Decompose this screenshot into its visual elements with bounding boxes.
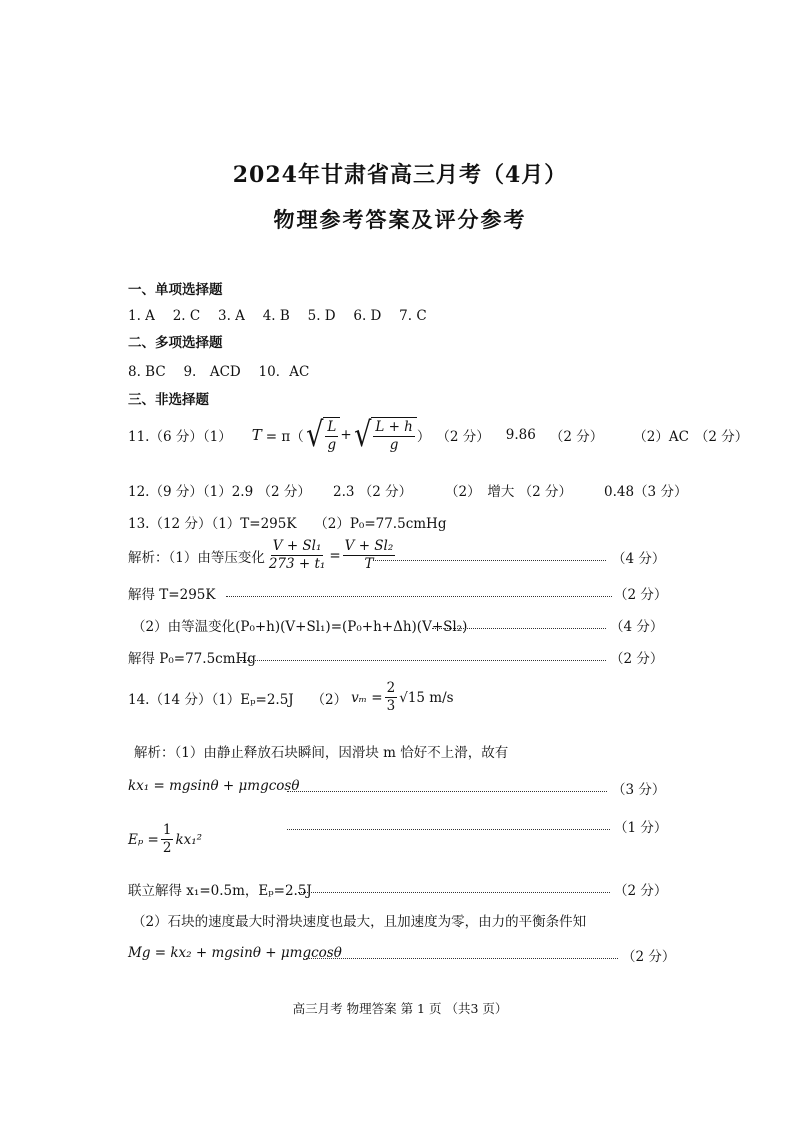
q12-part-a: 12.（9 分）（1）2.9 （2 分） <box>128 484 311 500</box>
q11-close: ） <box>416 429 431 445</box>
leader-dots <box>373 560 606 561</box>
leader-dots <box>287 791 607 792</box>
q13-num-1: V + Sl₁ <box>272 538 322 554</box>
q14-head: 14.（14 分）（1）Eₚ=2.5J （2） <box>128 691 348 708</box>
section-heading-1: 一、单项选择题 <box>128 282 223 298</box>
answers-1-7: 1. A 2. C 3. A 4. B 5. D 6. D 7. C <box>128 308 427 324</box>
q13-head: 13.（12 分）（1）T=295K （2）P₀=77.5cmHg <box>128 516 447 532</box>
q11-part2: （2）AC <box>633 429 689 445</box>
q11-T: T <box>251 426 262 444</box>
page-subtitle: 物理参考答案及评分参考 <box>273 207 527 232</box>
q14-pts-1: （3 分） <box>612 782 666 798</box>
q11-Lh: L + h <box>375 419 413 435</box>
answers-8-10: 8. BC 9. ACD 10．AC <box>128 364 310 380</box>
q13-line-2: 解得 T=295K <box>128 587 216 603</box>
q11-head: 11.（6 分）（1） <box>128 429 232 445</box>
q14-line-4: 联立解得 x₁=0.5m，Eₚ=2.5J <box>128 883 312 899</box>
q13-den-1: 273 + t₁ <box>268 556 326 572</box>
q14-pts-4: （2 分） <box>622 949 676 965</box>
leader-dots <box>306 958 618 959</box>
q13-pts-3: （4 分） <box>610 619 664 635</box>
q12-part-b: 2.3 （2 分） <box>333 484 413 500</box>
q11-g2: g <box>389 437 399 453</box>
q14-den: 3 <box>386 698 396 714</box>
leader-dots <box>226 596 612 597</box>
q13-line-4: 解得 P₀=77.5cmHg <box>128 651 256 667</box>
section-heading-2: 二、多项选择题 <box>128 335 223 351</box>
leader-dots <box>240 660 606 661</box>
q13-den-2: T <box>364 556 374 572</box>
q11-pts-2: （2 分） <box>549 429 604 445</box>
q14-kx: kx₁² <box>175 831 203 848</box>
q14-num: 2 <box>386 680 396 696</box>
q14-line-2: kx₁ = mgsinθ + μmgcosθ <box>128 778 300 794</box>
q14-pts-2: （1 分） <box>614 820 668 836</box>
q14-ep-formula <box>128 822 202 857</box>
q13-num-2: V + Sl₂ <box>344 538 394 554</box>
q12-part-c: （2） 增大 （2 分） <box>445 484 573 500</box>
q11-sqrt-2: √ $\frac{L + h}{g}$ <box>352 413 417 457</box>
q14-ep: Eₚ = <box>128 831 159 848</box>
q12-part-d: 0.48（3 分） <box>604 484 688 500</box>
q13-pts-1: （4 分） <box>612 551 666 567</box>
q14-line-1: 解析：（1）由静止释放石块瞬间，因滑块 m 恰好不上滑，故有 <box>134 745 509 761</box>
q14-half-den: 2 <box>162 840 172 856</box>
leader-dots <box>432 628 606 629</box>
q11-L: L <box>327 419 337 435</box>
leader-dots <box>298 892 610 893</box>
q11-pts-1: （2 分） <box>436 429 490 445</box>
q14-pts-3: （2 分） <box>614 883 668 899</box>
q13-pts-4: （2 分） <box>610 651 664 667</box>
q14-line-6: Mg = kx₂ + mgsinθ + μmgcosθ <box>128 945 342 961</box>
q14-half-num: 1 <box>162 822 172 838</box>
q14-head-line <box>128 680 454 715</box>
page-footer: 高三月考 物理答案 第 1 页 （共3 页） <box>292 1001 508 1016</box>
q14-vm: vₘ = <box>351 689 383 706</box>
page-title: 2024年甘肃省高三月考（4月） <box>232 162 568 188</box>
q13-pts-2: （2 分） <box>614 587 668 603</box>
q13-line-1 <box>128 538 397 573</box>
q13-eq: = <box>329 547 341 564</box>
q13-line-1-text: 解析：（1）由等压变化 <box>128 549 265 566</box>
q14-line-5: （2）石块的速度最大时滑块速度也最大，且加速度为零，由力的平衡条件知 <box>132 914 587 930</box>
q11-sqrt-1: √ $\frac{L}{g}$ <box>304 413 341 457</box>
leader-dots <box>287 829 610 830</box>
section-heading-3: 三、非选择题 <box>128 392 209 408</box>
q14-root: √15 m/s <box>399 689 454 706</box>
q11-value: 9.86 <box>505 427 536 443</box>
q11-eq: = π（ <box>265 429 304 445</box>
q13-line-3: （2）由等温变化(P₀+h)(V+Sl₁)=(P₀+h+Δh)(V+Sl₂) <box>132 619 468 635</box>
q11-pts-3: （2 分） <box>694 429 749 445</box>
q11-line <box>128 413 748 457</box>
q11-plus: + <box>340 427 352 443</box>
q11-g1: g <box>327 437 337 453</box>
